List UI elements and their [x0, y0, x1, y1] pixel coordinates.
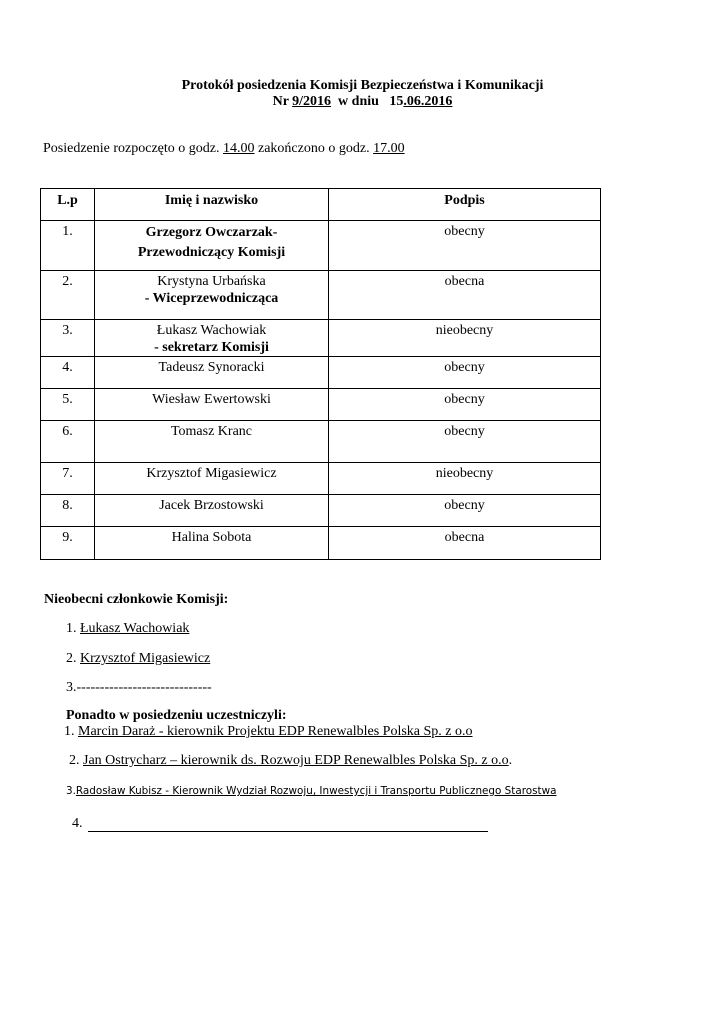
session-start: 14.00 [223, 141, 255, 156]
row-status: obecna [329, 527, 601, 560]
absent-name: ----------------------------- [76, 680, 212, 695]
session-middle: zakończono o godz. [254, 141, 374, 156]
table-header-row [41, 189, 601, 221]
row-name: Tomasz Kranc [95, 421, 329, 463]
guest-num: 3. [66, 785, 76, 797]
guest-num: 2. [69, 753, 83, 768]
blank-signature-line [88, 818, 488, 832]
guest-text: Radosław Kubisz - Kierownik Wydział Rozwoju, Inwestycji i Transportu Publicznego Starostwa [75, 785, 557, 797]
attendance-table [40, 188, 601, 560]
row-status: nieobecny [329, 320, 601, 357]
row-lp: 4. [41, 357, 95, 389]
guest-item [66, 785, 556, 797]
table-row [41, 221, 601, 271]
guest-item [64, 724, 473, 740]
session-times [43, 141, 405, 157]
guest-num: 4. [72, 816, 86, 831]
header-signature: Podpis [329, 189, 601, 221]
member-role: - Wiceprzewodnicząca [144, 291, 279, 306]
table-row [41, 357, 601, 389]
table-row [41, 421, 601, 463]
absent-name: Krzysztof Migasiewicz [80, 651, 211, 666]
absent-item [66, 651, 210, 667]
row-lp: 7. [41, 463, 95, 495]
row-lp: 5. [41, 389, 95, 421]
row-status: obecny [329, 221, 601, 271]
guest-text: Jan Ostrycharz – kierownik ds. Rozwoju EDP Renewalbles Polska Sp. z o.o [83, 753, 509, 768]
nr-prefix: Nr [272, 94, 293, 109]
row-lp: 8. [41, 495, 95, 527]
date-prefix: w dniu 15 [331, 94, 404, 109]
protocol-number: 9/2016 [292, 94, 332, 109]
absent-item [66, 621, 189, 637]
guests-heading: Ponadto w posiedzeniu uczestniczyli: [66, 708, 287, 723]
document-number-date [0, 94, 725, 110]
row-status: nieobecny [329, 463, 601, 495]
row-lp: 9. [41, 527, 95, 560]
table-row [41, 389, 601, 421]
row-status: obecna [329, 271, 601, 320]
row-lp: 2. [41, 271, 95, 320]
row-lp: 3. [41, 320, 95, 357]
document-title: Protokół posiedzenia Komisji Bezpieczeństwa i Komunikacji [181, 78, 544, 93]
row-lp: 1. [41, 221, 95, 271]
row-name: Jacek Brzostowski [95, 495, 329, 527]
member-role: - sekretarz Komisji [154, 340, 269, 355]
absent-num: 1. [66, 621, 80, 636]
member-role: Przewodniczący Komisji [137, 245, 286, 260]
member-name: Grzegorz Owczarzak- [145, 225, 278, 240]
row-name [95, 221, 329, 271]
absent-num: 3. [66, 680, 77, 695]
table-row [41, 463, 601, 495]
member-name: Krystyna Urbańska [157, 274, 266, 289]
absent-item [66, 680, 212, 696]
absent-num: 2. [66, 651, 80, 666]
session-end: 17.00 [373, 141, 405, 156]
row-name [95, 320, 329, 357]
table-row [41, 320, 601, 357]
absent-name: Łukasz Wachowiak [80, 621, 190, 636]
guest-item [72, 816, 488, 832]
member-name: Łukasz Wachowiak [156, 323, 267, 338]
row-name [95, 271, 329, 320]
row-name: Krzysztof Migasiewicz [95, 463, 329, 495]
row-status: obecny [329, 389, 601, 421]
absent-heading: Nieobecni członkowie Komisji: [44, 592, 229, 607]
guest-num: 1. [64, 724, 78, 739]
row-status: obecny [329, 357, 601, 389]
row-status: obecny [329, 421, 601, 463]
row-status: obecny [329, 495, 601, 527]
row-name: Tadeusz Synoracki [95, 357, 329, 389]
guest-suffix: . [508, 753, 513, 768]
table-row [41, 495, 601, 527]
guest-text: Marcin Daraż - kierownik Projektu EDP Renewalbles Polska Sp. z o.o [78, 724, 473, 739]
guest-item [69, 753, 512, 769]
protocol-date: .06.2016 [403, 94, 453, 109]
header-name: Imię i nazwisko [95, 189, 329, 221]
table-row [41, 271, 601, 320]
row-name: Wiesław Ewertowski [95, 389, 329, 421]
row-lp: 6. [41, 421, 95, 463]
session-prefix: Posiedzenie rozpoczęto o godz. [43, 141, 223, 156]
row-name: Halina Sobota [95, 527, 329, 560]
table-row [41, 527, 601, 560]
header-lp: L.p [41, 189, 95, 221]
